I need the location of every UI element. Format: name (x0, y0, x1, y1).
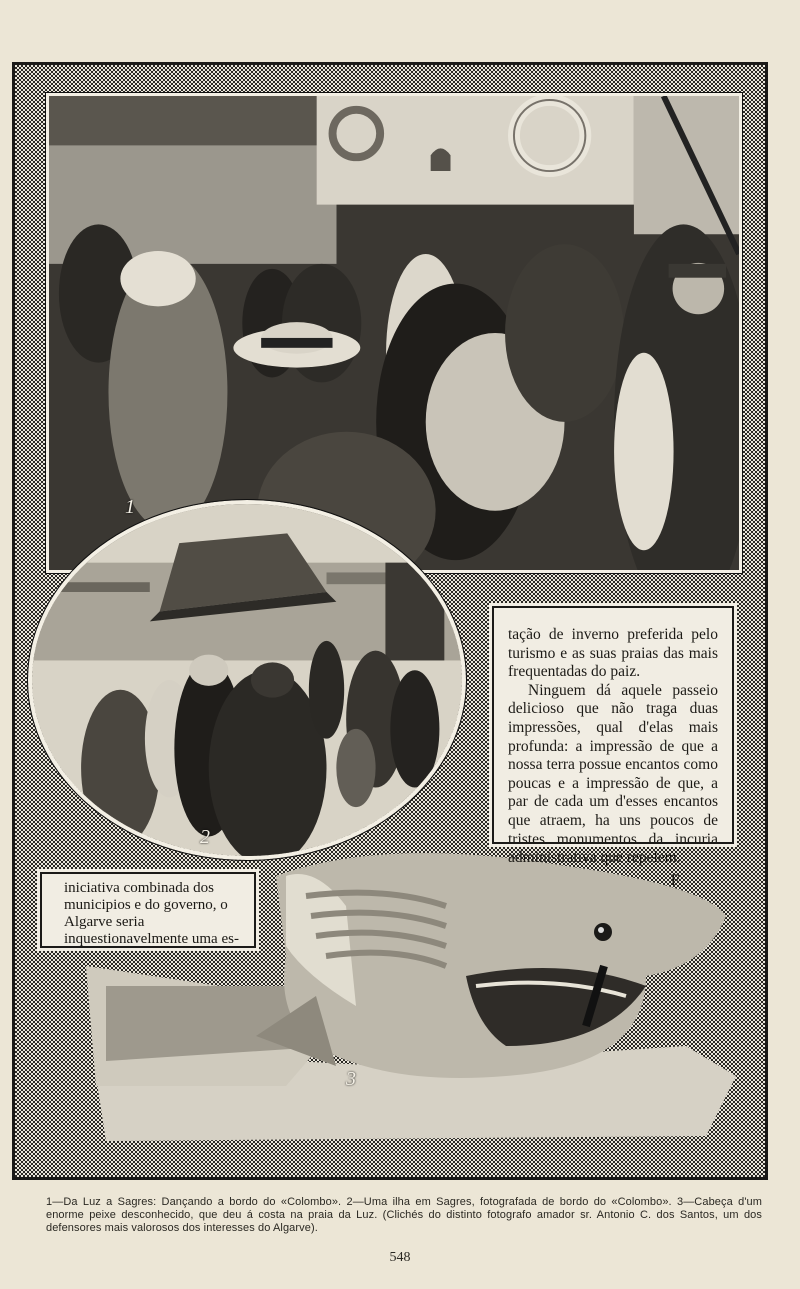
photo-2-number: 2 (200, 826, 210, 848)
photo-dancing-aboard-colombo (46, 93, 742, 573)
article-text-box-right (492, 606, 734, 889)
paragraph-initiative: iniciativa combinada dos municipios e do governo, o Algarve seria inquestionavelmente uma es- (64, 880, 239, 947)
author-signature: F. (670, 871, 682, 889)
photo-island-in-sagres (28, 500, 466, 860)
photo-3-number: 3 (346, 1068, 356, 1090)
article-text-box-left (40, 872, 256, 948)
paragraph-continuation: tação de inverno preferida pelo turismo e as suas praias das mais frequentadas do paiz. (508, 626, 718, 681)
page-number: 548 (389, 1250, 411, 1265)
photo-2-illustration (32, 504, 462, 856)
figure-caption: 1—Da Luz a Sagres: Dançando a bordo do «Colombo». 2—Uma ilha em Sagres, fotografada de bordo do «Colombo». 3—Cabeça d'um enorme peixe desconhecido, que deu á costa na praia da Luz. (Clichés do distinto fotografo amador sr. Antonio C. dos Santos, um dos defensores mais valorosos dos interesses do Algarve). (46, 1196, 762, 1235)
photo-1-number: 1 (125, 496, 135, 518)
photo-1-illustration (49, 96, 739, 570)
paragraph-impressions: Ninguem dá aquele passeio delicioso que não traga duas impressões, qual d'elas mais profunda: a impressão de que a nossa terra possue encantos como poucas e a impressão de que, a par de cada um d'esses encantos que atraem, ha uns poucos de tristes monumentos da incuria administrativa que repelem. (508, 681, 718, 867)
